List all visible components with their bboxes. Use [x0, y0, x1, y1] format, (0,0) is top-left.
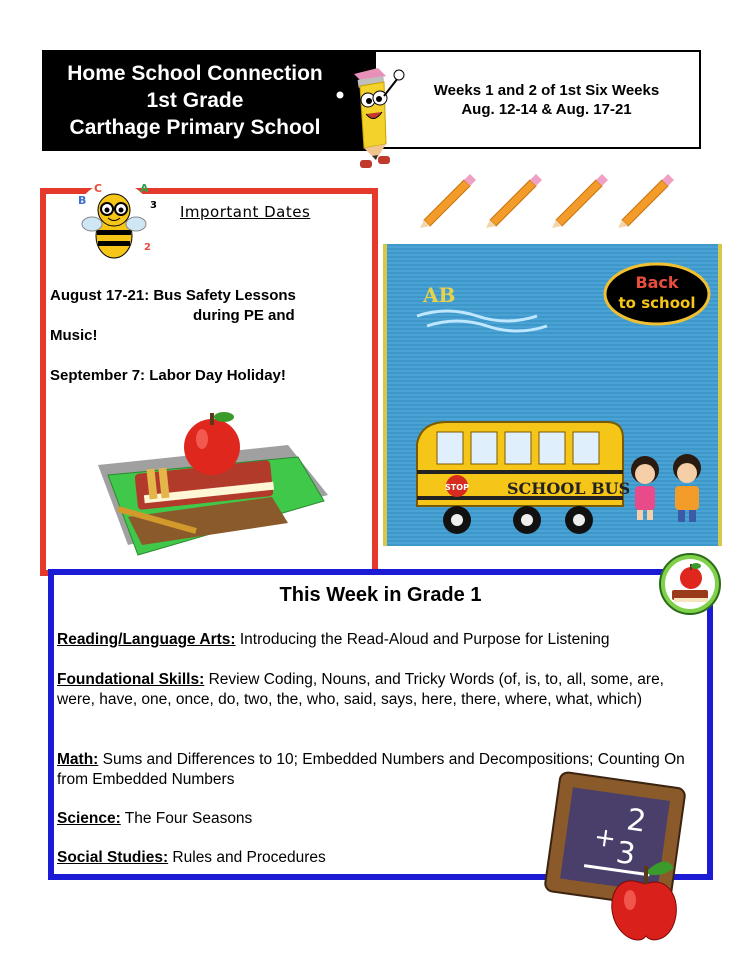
pencil-icon	[420, 174, 476, 228]
subject-label: Reading/Language Arts:	[57, 631, 236, 648]
header-title-line: Carthage Primary School	[69, 116, 321, 139]
subject-text: Review Coding, Nouns, and Tricky Words (of, is, to, all, some, are, were, have, one, once, do, two, the, who, said, says, here, there, where, what, which)	[57, 671, 664, 708]
subject-text: Sums and Differences to 10; Embedded Numbers and Decompositions; Counting On from Embedded Numbers	[57, 751, 685, 788]
bee-icon	[68, 178, 160, 268]
subject-label: Social Studies:	[57, 849, 169, 866]
chalk-number: 2	[624, 802, 649, 840]
bus-label: SCHOOL BUS	[507, 479, 631, 498]
subject-paragraph	[57, 670, 697, 710]
ab-letters: AB	[423, 283, 456, 307]
subject-label: Math:	[57, 751, 99, 768]
boy-student-icon	[673, 454, 701, 522]
weeks-line: Weeks 1 and 2 of 1st Six Weeks	[433, 82, 660, 99]
subject-label: Science:	[57, 810, 121, 827]
bee-letter: 2	[144, 242, 151, 253]
important-dates-heading: Important Dates	[180, 203, 311, 221]
pencil-icon	[486, 174, 542, 228]
subject-text: Rules and Procedures	[168, 849, 326, 866]
subject-paragraph	[57, 630, 697, 650]
girl-student-icon	[631, 456, 659, 520]
date-item-line: August 17-21: Bus Safety Lessons	[50, 287, 296, 304]
pencil-mascot-icon	[332, 56, 408, 172]
pencils-row	[414, 170, 674, 230]
pencil-icon	[552, 174, 608, 228]
pencil-icon	[618, 174, 674, 228]
stop-sign-label: STOP	[445, 483, 469, 492]
date-item-line: during PE and	[193, 307, 295, 324]
header-title-line: 1st Grade	[146, 89, 244, 112]
books-apple-icon	[88, 405, 334, 565]
back-to-school-sign	[605, 264, 709, 324]
bee-letter: C	[94, 182, 103, 195]
weeks-line: Aug. 12-14 & Aug. 17-21	[461, 101, 632, 118]
date-item-line: September 7: Labor Day Holiday!	[50, 367, 286, 384]
subject-label: Foundational Skills:	[57, 671, 205, 688]
header-title-block	[42, 50, 376, 151]
header-title-line: Home School Connection	[67, 62, 323, 85]
chalkboard-apple-icon	[542, 770, 692, 950]
chalk-plus: +	[592, 821, 618, 855]
bee-letter: 3	[150, 200, 157, 211]
subject-text: The Four Seasons	[120, 810, 253, 827]
sign-line: to school	[618, 294, 696, 312]
header-weeks-block	[374, 50, 701, 149]
sign-line: Back	[635, 273, 679, 292]
subject-text: Introducing the Read-Aloud and Purpose for Listening	[235, 631, 610, 648]
school-bus-icon	[417, 422, 630, 534]
this-week-title: This Week in Grade 1	[279, 584, 482, 606]
chalk-number: 3	[613, 835, 638, 873]
back-to-school-picture	[383, 244, 722, 546]
date-item-line: Music!	[50, 327, 98, 344]
bee-letter: B	[78, 194, 87, 207]
bee-letter: A	[140, 182, 149, 195]
